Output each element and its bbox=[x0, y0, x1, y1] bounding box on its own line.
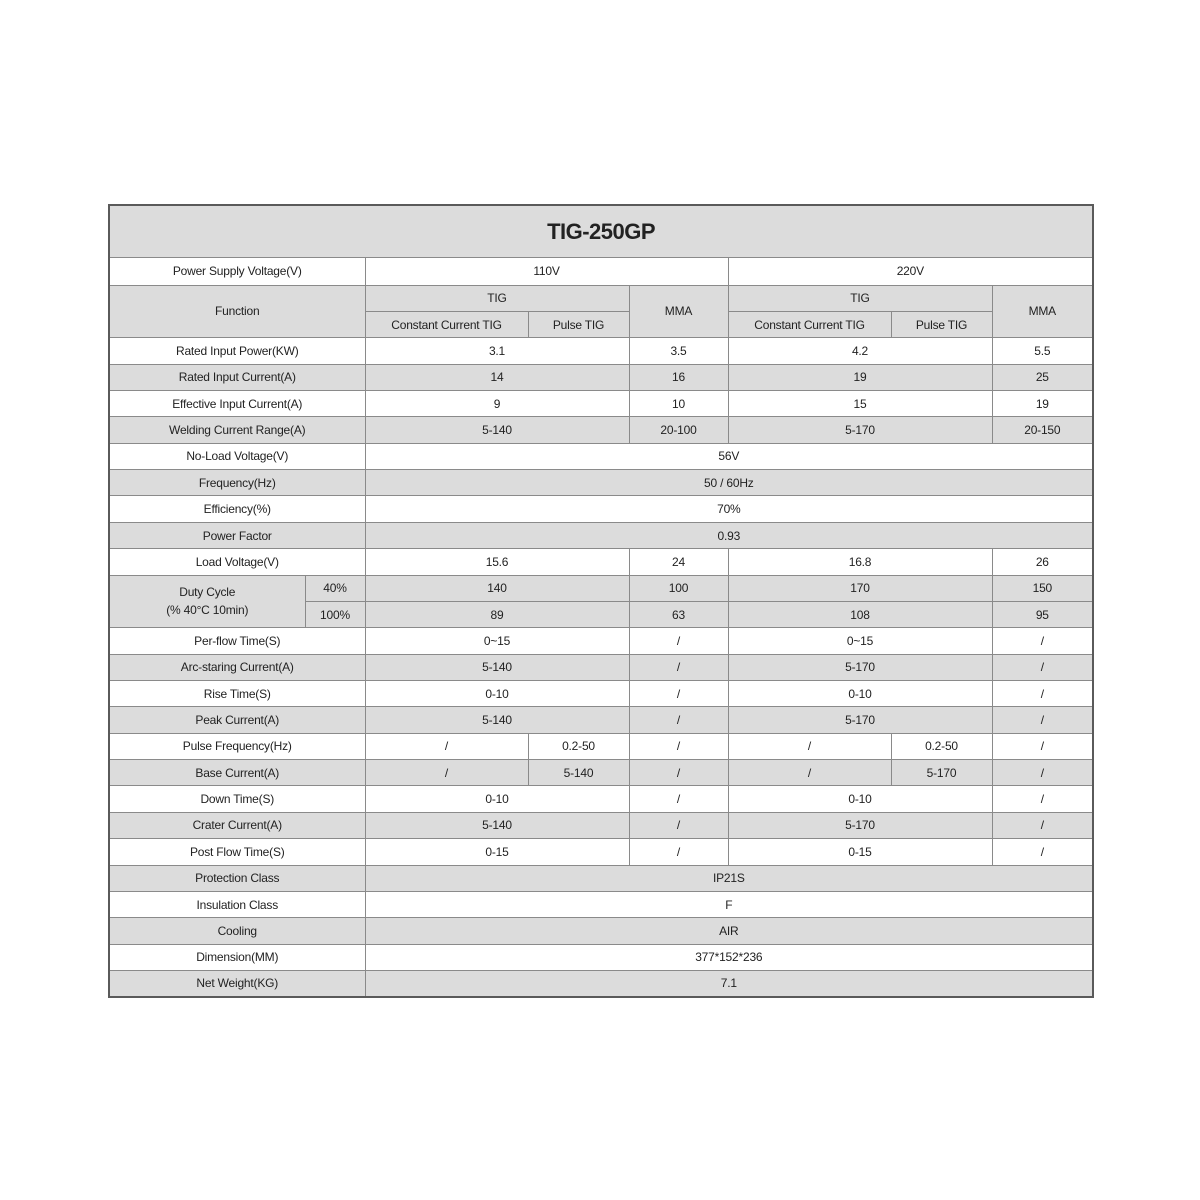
cell: / bbox=[629, 707, 728, 733]
cell: / bbox=[365, 760, 528, 786]
row-label: No-Load Voltage(V) bbox=[109, 443, 365, 469]
cell: 108 bbox=[728, 601, 992, 627]
cell: / bbox=[992, 733, 1093, 759]
cell: 150 bbox=[992, 575, 1093, 601]
table-row bbox=[109, 628, 1093, 654]
row-label: Insulation Class bbox=[109, 891, 365, 917]
cell: 0-10 bbox=[728, 786, 992, 812]
cell: 5-140 bbox=[365, 707, 629, 733]
row-label: Per-flow Time(S) bbox=[109, 628, 365, 654]
cell: / bbox=[629, 680, 728, 706]
spec-table bbox=[108, 204, 1094, 998]
table-row bbox=[109, 812, 1093, 838]
cell: 5-140 bbox=[365, 654, 629, 680]
cell: 56V bbox=[365, 443, 1093, 469]
row-label: Frequency(Hz) bbox=[109, 470, 365, 496]
duty-cycle-label-line1: Duty Cycle bbox=[179, 585, 236, 600]
row-power-supply bbox=[109, 258, 1093, 285]
constant-tig-220-header: Constant Current TIG bbox=[728, 311, 891, 337]
cell: 24 bbox=[629, 549, 728, 575]
cell: / bbox=[629, 733, 728, 759]
duty-40-label: 40% bbox=[305, 575, 365, 601]
table-row bbox=[109, 364, 1093, 390]
table-row bbox=[109, 680, 1093, 706]
row-label: Function bbox=[109, 285, 365, 338]
table-row bbox=[109, 654, 1093, 680]
table-row bbox=[109, 549, 1093, 575]
cell: 89 bbox=[365, 601, 629, 627]
pulse-tig-220-header: Pulse TIG bbox=[891, 311, 992, 337]
cell: 25 bbox=[992, 364, 1093, 390]
pulse-tig-110-header: Pulse TIG bbox=[528, 311, 629, 337]
table-row bbox=[109, 522, 1093, 548]
cell: 0-10 bbox=[728, 680, 992, 706]
row-label: Load Voltage(V) bbox=[109, 549, 365, 575]
cell: 0.93 bbox=[365, 522, 1093, 548]
voltage-220v: 220V bbox=[728, 258, 1093, 285]
row-label: Rise Time(S) bbox=[109, 680, 365, 706]
cell: 70% bbox=[365, 496, 1093, 522]
row-label: Rated Input Current(A) bbox=[109, 364, 365, 390]
cell: 0~15 bbox=[728, 628, 992, 654]
cell: 0.2-50 bbox=[891, 733, 992, 759]
cell: 16.8 bbox=[728, 549, 992, 575]
table-row bbox=[109, 944, 1093, 970]
cell: / bbox=[629, 628, 728, 654]
cell: / bbox=[992, 680, 1093, 706]
cell: 7.1 bbox=[365, 970, 1093, 997]
row-label: Protection Class bbox=[109, 865, 365, 891]
row-label: Base Current(A) bbox=[109, 760, 365, 786]
cell: 3.5 bbox=[629, 338, 728, 364]
cell: IP21S bbox=[365, 865, 1093, 891]
row-label: Arc-staring Current(A) bbox=[109, 654, 365, 680]
cell: 15.6 bbox=[365, 549, 629, 575]
cell: 5-140 bbox=[365, 812, 629, 838]
cell: 0-15 bbox=[728, 839, 992, 865]
cell: / bbox=[629, 786, 728, 812]
cell: 50 / 60Hz bbox=[365, 470, 1093, 496]
table-row bbox=[109, 417, 1093, 443]
cell: / bbox=[992, 707, 1093, 733]
table-row bbox=[109, 786, 1093, 812]
cell: / bbox=[629, 654, 728, 680]
cell: 15 bbox=[728, 391, 992, 417]
table-row bbox=[109, 575, 1093, 601]
cell: 63 bbox=[629, 601, 728, 627]
cell: 100 bbox=[629, 575, 728, 601]
cell: / bbox=[992, 839, 1093, 865]
cell: / bbox=[629, 760, 728, 786]
duty-100-label: 100% bbox=[305, 601, 365, 627]
cell: 20-100 bbox=[629, 417, 728, 443]
table-row bbox=[109, 391, 1093, 417]
table-row bbox=[109, 891, 1093, 917]
duty-cycle-label bbox=[109, 575, 305, 628]
row-label: Post Flow Time(S) bbox=[109, 839, 365, 865]
row-label: Efficiency(%) bbox=[109, 496, 365, 522]
cell: 0~15 bbox=[365, 628, 629, 654]
cell: / bbox=[992, 628, 1093, 654]
table-row bbox=[109, 496, 1093, 522]
table-row bbox=[109, 707, 1093, 733]
table-row bbox=[109, 443, 1093, 469]
cell: 5-170 bbox=[728, 812, 992, 838]
row-label: Down Time(S) bbox=[109, 786, 365, 812]
cell: 5-140 bbox=[528, 760, 629, 786]
cell: / bbox=[728, 733, 891, 759]
cell: 95 bbox=[992, 601, 1093, 627]
cell: 0-10 bbox=[365, 680, 629, 706]
cell: 20-150 bbox=[992, 417, 1093, 443]
cell: / bbox=[629, 812, 728, 838]
constant-tig-110-header: Constant Current TIG bbox=[365, 311, 528, 337]
mma-110-header: MMA bbox=[629, 285, 728, 338]
row-label: Dimension(MM) bbox=[109, 944, 365, 970]
row-label: Power Supply Voltage(V) bbox=[109, 258, 365, 285]
cell: 5-170 bbox=[728, 654, 992, 680]
cell: 5-140 bbox=[365, 417, 629, 443]
row-label: Pulse Frequency(Hz) bbox=[109, 733, 365, 759]
cell: 14 bbox=[365, 364, 629, 390]
cell: / bbox=[992, 812, 1093, 838]
cell: 9 bbox=[365, 391, 629, 417]
cell: / bbox=[992, 654, 1093, 680]
row-label: Effective Input Current(A) bbox=[109, 391, 365, 417]
cell: 0.2-50 bbox=[528, 733, 629, 759]
voltage-110v: 110V bbox=[365, 258, 728, 285]
row-label: Welding Current Range(A) bbox=[109, 417, 365, 443]
cell: 0-10 bbox=[365, 786, 629, 812]
table-row bbox=[109, 470, 1093, 496]
mma-220-header: MMA bbox=[992, 285, 1093, 338]
cell: / bbox=[629, 839, 728, 865]
cell: 170 bbox=[728, 575, 992, 601]
tig-110-header: TIG bbox=[365, 285, 629, 311]
row-label: Peak Current(A) bbox=[109, 707, 365, 733]
cell: 377*152*236 bbox=[365, 944, 1093, 970]
cell: F bbox=[365, 891, 1093, 917]
table-row bbox=[109, 970, 1093, 997]
row-function bbox=[109, 285, 1093, 311]
table-row bbox=[109, 760, 1093, 786]
cell: 140 bbox=[365, 575, 629, 601]
cell: 16 bbox=[629, 364, 728, 390]
table-title: TIG-250GP bbox=[109, 205, 1093, 258]
table-row bbox=[109, 839, 1093, 865]
cell: / bbox=[365, 733, 528, 759]
duty-cycle-label-line2: (% 40°C 10min) bbox=[166, 603, 249, 618]
cell: 5.5 bbox=[992, 338, 1093, 364]
cell: / bbox=[992, 786, 1093, 812]
cell: 4.2 bbox=[728, 338, 992, 364]
table-row bbox=[109, 733, 1093, 759]
tig-220-header: TIG bbox=[728, 285, 992, 311]
cell: 26 bbox=[992, 549, 1093, 575]
row-label: Rated Input Power(KW) bbox=[109, 338, 365, 364]
cell: AIR bbox=[365, 918, 1093, 944]
table-row bbox=[109, 865, 1093, 891]
row-label: Net Weight(KG) bbox=[109, 970, 365, 997]
cell: 3.1 bbox=[365, 338, 629, 364]
cell: 10 bbox=[629, 391, 728, 417]
cell: 5-170 bbox=[891, 760, 992, 786]
row-label: Power Factor bbox=[109, 522, 365, 548]
cell: 19 bbox=[728, 364, 992, 390]
table-row bbox=[109, 338, 1093, 364]
cell: 0-15 bbox=[365, 839, 629, 865]
table-row bbox=[109, 918, 1093, 944]
row-label: Crater Current(A) bbox=[109, 812, 365, 838]
cell: 5-170 bbox=[728, 707, 992, 733]
cell: 19 bbox=[992, 391, 1093, 417]
cell: / bbox=[728, 760, 891, 786]
cell: 5-170 bbox=[728, 417, 992, 443]
row-label: Cooling bbox=[109, 918, 365, 944]
cell: / bbox=[992, 760, 1093, 786]
